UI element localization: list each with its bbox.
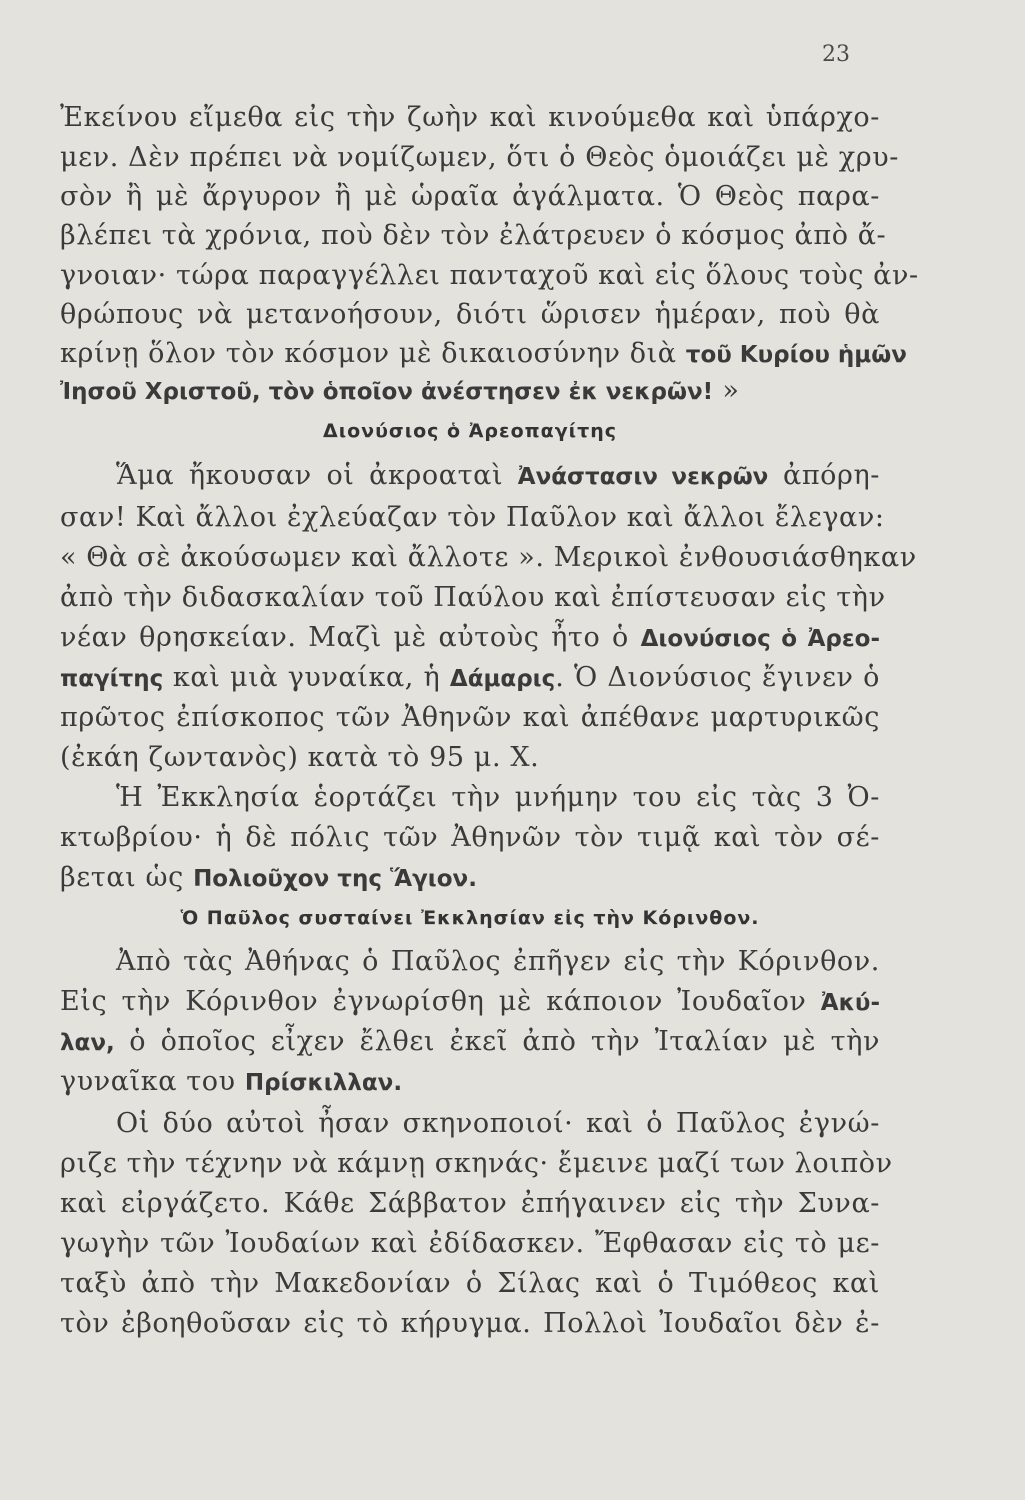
text-line: ἀπὸ τὴν διδασκαλίαν τοῦ Παύλου καὶ ἐπίστευσαν εἰς τὴν: [60, 582, 886, 613]
text-line: θρώπους νὰ μετανοήσουν, διότι ὥρισεν ἡμέραν, ποὺ θὰ: [60, 299, 880, 330]
text-line: μεν. Δὲν πρέπει νὰ νομίζωμεν, ὅτι ὁ Θεὸς ὁμοιάζει μὲ χρυ-: [60, 142, 899, 173]
text-line: [60, 984, 880, 1021]
text-line: ταξὺ ἀπὸ τὴν Μακεδονίαν ὁ Σίλας καὶ ὁ Τιμόθεος καὶ: [60, 1268, 880, 1299]
bold-text: Πρίσκιλλαν.: [244, 1070, 403, 1096]
bold-text: Ἀκύ-: [820, 990, 880, 1016]
text-line: ριζε τὴν τέχνην νὰ κάμνῃ σκηνάς· ἔμεινε μαζί των λοιπὸν: [60, 1148, 893, 1179]
text-run: βεται ὡς: [60, 862, 194, 893]
text-run: ἀπόρη-: [768, 460, 880, 491]
section-heading: Διονύσιος ὁ Ἀρεοπαγίτης: [322, 420, 617, 442]
text-run: Ἅμα ἤκουσαν οἱ ἀκροαταὶ: [116, 460, 518, 491]
text-run: . Ὁ Διονύσιος ἔγινεν ὁ: [555, 662, 880, 693]
bold-text: Δάμαρις: [449, 666, 556, 692]
text-run: νέαν θρησκείαν. Μαζὶ μὲ αὐτοὺς ἦτο ὁ: [60, 622, 641, 653]
section-heading: Ὁ Παῦλος συσταίνει Ἐκκλησίαν εἰς τὴν Κόρινθον.: [180, 907, 760, 929]
text-line: Ἡ Ἐκκλησία ἑορτάζει τὴν μνήμην του εἰς τὰς 3 Ὀ-: [116, 782, 880, 813]
text-line: [60, 1064, 880, 1101]
text-line: Ἐκείνου εἴμεθα εἰς τὴν ζωὴν καὶ κινούμεθα καὶ ὑπάρχο-: [60, 102, 880, 133]
bold-text: Πολιοῦχον της Ἅγιον.: [193, 866, 477, 892]
text-line: « Θὰ σὲ ἀκούσωμεν καὶ ἄλλοτε ». Μερικοὶ ἐνθουσιάσθηκαν: [60, 542, 917, 573]
text-line: [60, 860, 880, 897]
bold-text: Ἀνάστασιν νεκρῶν: [517, 464, 769, 490]
text-line: τὸν ἐβοηθοῦσαν εἰς τὸ κήρυγμα. Πολλοὶ Ἰουδαῖοι δὲν ἐ-: [60, 1308, 880, 1339]
text-line: [60, 373, 880, 410]
bold-text: λαν,: [60, 1030, 115, 1056]
text-line: βλέπει τὰ χρόνια, ποὺ δὲν τὸν ἐλάτρευεν ὁ κόσμος ἀπὸ ἄ-: [60, 220, 887, 251]
text-line: [60, 620, 880, 657]
text-line: Οἱ δύο αὐτοὶ ἦσαν σκηνοποιοί· καὶ ὁ Παῦλος ἐγνώ-: [116, 1108, 880, 1139]
text-line: (ἐκάη ζωντανὸς) κατὰ τὸ 95 μ. Χ.: [60, 742, 540, 773]
bold-text: τοῦ Κυρίου ἡμῶν: [685, 342, 907, 368]
text-line: κτωβρίου· ἡ δὲ πόλις τῶν Ἀθηνῶν τὸν τιμᾷ καὶ τὸν σέ-: [60, 822, 880, 853]
text-run: ὁ ὁποῖος εἶχεν ἔλθει ἐκεῖ ἀπὸ τὴν Ἰταλίαν μὲ τὴν: [114, 1026, 880, 1057]
text-line: Ἀπὸ τὰς Ἀθήνας ὁ Παῦλος ἐπῆγεν εἰς τὴν Κόρινθον.: [116, 946, 880, 977]
text-run: γυναῖκα του: [60, 1066, 245, 1097]
text-line: [60, 336, 907, 373]
page-number: 23: [822, 42, 850, 67]
bold-text: Διονύσιος ὁ Ἀρεο-: [640, 626, 880, 652]
text-line: σὸν ἢ μὲ ἄργυρον ἢ μὲ ὡραῖα ἀγάλματα. Ὁ Θεὸς παρα-: [60, 181, 880, 212]
bold-text: παγίτης: [60, 666, 164, 692]
text-line: [60, 458, 880, 495]
text-run: »: [713, 375, 740, 406]
text-line: γνοιαν· τώρα παραγγέλλει πανταχοῦ καὶ εἰς ὅλους τοὺς ἀν-: [60, 260, 919, 291]
text-line: γωγὴν τῶν Ἰουδαίων καὶ ἐδίδασκεν. Ἔφθασαν εἰς τὸ με-: [60, 1228, 880, 1259]
text-line: σαν! Καὶ ἄλλοι ἐχλεύαζαν τὸν Παῦλον καὶ ἄλλοι ἔλεγαν:: [60, 502, 885, 533]
text-run: καὶ μιὰ γυναίκα, ἡ: [163, 662, 450, 693]
text-run: κρίνῃ ὅλον τὸν κόσμον μὲ δικαιοσύνην διὰ: [60, 338, 686, 369]
text-line: [60, 1024, 880, 1061]
text-line: πρῶτος ἐπίσκοπος τῶν Ἀθηνῶν καὶ ἀπέθανε μαρτυρικῶς: [60, 702, 880, 733]
text-run: Εἰς τὴν Κόρινθον ἐγνωρίσθη μὲ κάποιον Ἰουδαῖον: [60, 986, 821, 1017]
bold-text: Ἰησοῦ Χριστοῦ, τὸν ὁποῖον ἀνέστησεν ἐκ νεκρῶν!: [60, 379, 714, 405]
text-line: [60, 660, 880, 697]
text-line: καὶ εἰργάζετο. Κάθε Σάββατον ἐπήγαινεν εἰς τὴν Συνα-: [60, 1188, 880, 1219]
